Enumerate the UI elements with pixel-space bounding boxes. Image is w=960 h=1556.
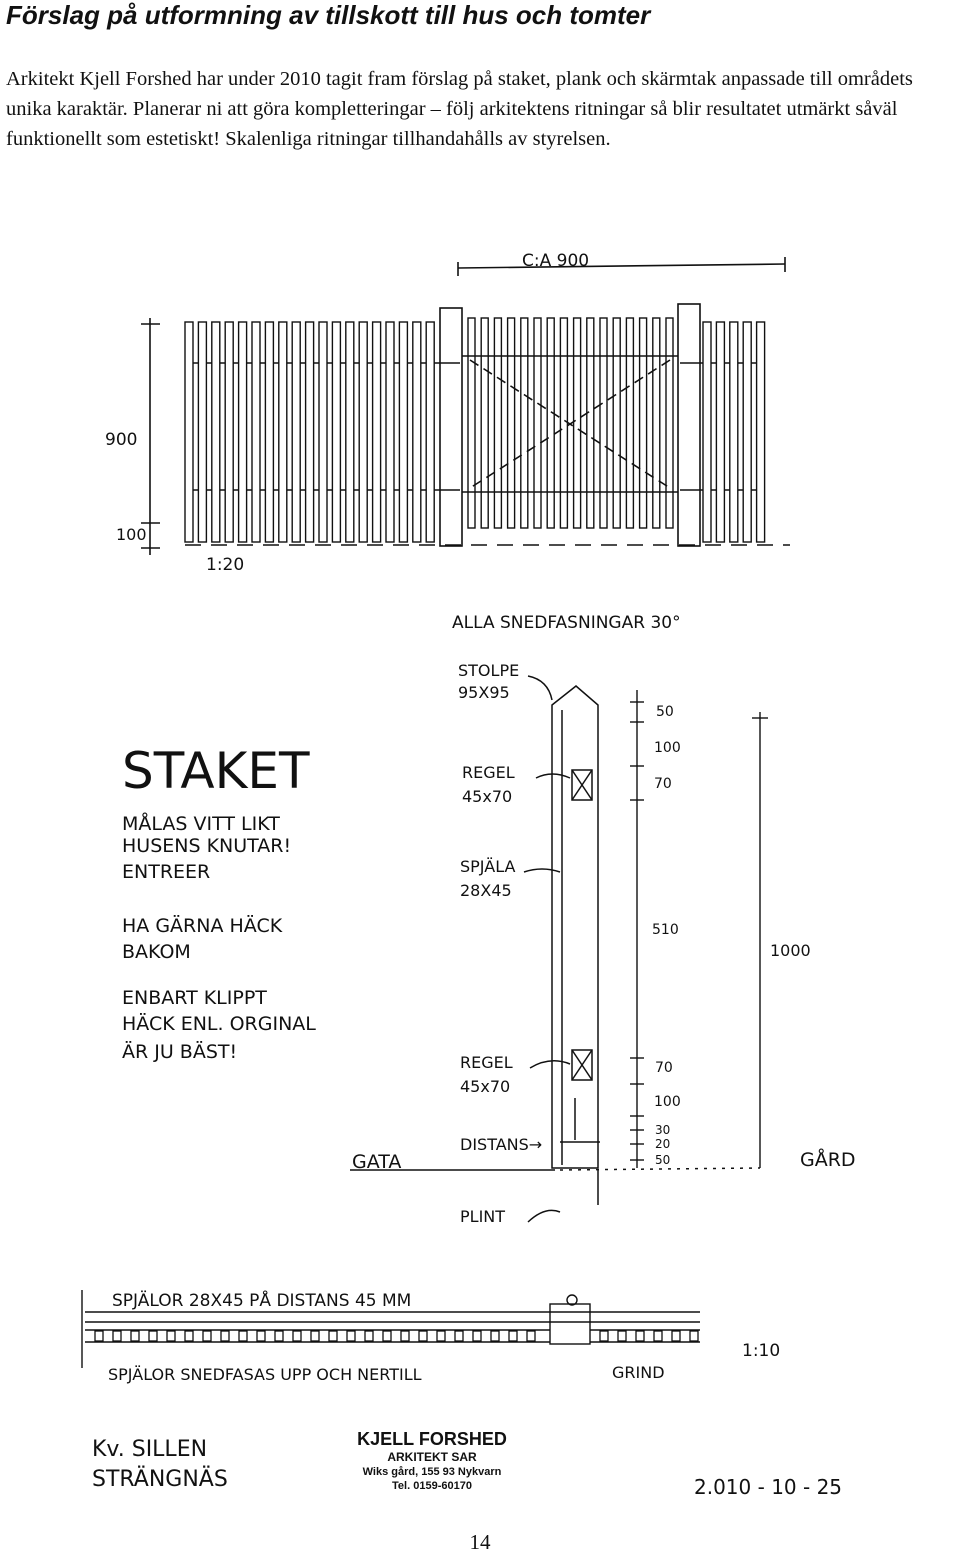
plan-picket <box>672 1331 680 1341</box>
gate-picket <box>481 318 488 528</box>
plan-picket <box>275 1331 283 1341</box>
architect-stamp <box>357 1429 507 1492</box>
gate-picket <box>626 318 633 528</box>
picket <box>399 322 407 542</box>
picket <box>426 322 434 542</box>
svg-text:ÄR JU BÄST!: ÄR JU BÄST! <box>122 1041 238 1063</box>
plan-picket <box>600 1331 608 1341</box>
picket <box>346 322 354 542</box>
picket <box>306 322 314 542</box>
plan-picket <box>491 1331 499 1341</box>
svg-text:Tel. 0159-60170: Tel. 0159-60170 <box>392 1480 472 1492</box>
svg-text:510: 510 <box>652 922 679 938</box>
page-number: 14 <box>469 1530 491 1554</box>
dimension-labels <box>652 704 811 1167</box>
svg-text:100: 100 <box>654 740 681 756</box>
svg-text:ARKITEKT SAR: ARKITEKT SAR <box>387 1450 477 1464</box>
picket <box>279 322 287 542</box>
svg-text:ENTREER: ENTREER <box>122 861 211 883</box>
plan-picket <box>383 1331 391 1341</box>
svg-text:STOLPE: STOLPE <box>458 661 520 680</box>
svg-text:STRÄNGNÄS: STRÄNGNÄS <box>92 1467 228 1492</box>
picket <box>265 322 273 542</box>
gate-picket <box>560 318 567 528</box>
gate-picket <box>613 318 620 528</box>
gate-picket <box>494 318 501 528</box>
gate-picket <box>468 318 475 528</box>
svg-text:45x70: 45x70 <box>460 1077 511 1096</box>
gate-picket <box>508 318 515 528</box>
svg-text:1000: 1000 <box>770 941 811 960</box>
plan-picket <box>455 1331 463 1341</box>
svg-text:28X45: 28X45 <box>460 881 512 900</box>
svg-text:30: 30 <box>655 1123 671 1137</box>
plan-picket <box>618 1331 626 1341</box>
elevation-base-label: 100 <box>116 525 147 544</box>
svg-text:70: 70 <box>655 1060 673 1076</box>
svg-text:Wiks gård, 155 93 Nykvarn: Wiks gård, 155 93 Nykvarn <box>362 1466 502 1478</box>
svg-text:MÅLAS VITT LIKT: MÅLAS VITT LIKT <box>122 813 280 835</box>
picket <box>319 322 327 542</box>
picket <box>757 322 765 542</box>
ground-label-yard: GÅRD <box>800 1149 856 1171</box>
svg-text:50: 50 <box>655 1153 671 1167</box>
plan-picket <box>527 1331 535 1341</box>
picket <box>743 322 751 542</box>
plan-picket <box>365 1331 373 1341</box>
elevation-width-label: C:A 900 <box>522 251 590 271</box>
gate-picket <box>653 318 660 528</box>
svg-text:100: 100 <box>654 1094 681 1110</box>
gate-picket <box>640 318 647 528</box>
picket <box>212 322 220 542</box>
drawing-date: 2.010 - 10 - 25 <box>694 1475 843 1499</box>
svg-text:KJELL FORSHED: KJELL FORSHED <box>357 1429 507 1449</box>
plan-picket <box>257 1331 265 1341</box>
plan-picket <box>347 1331 355 1341</box>
plan-picket <box>654 1331 662 1341</box>
gate-picket <box>574 318 581 528</box>
plan-picket <box>636 1331 644 1341</box>
plan-picket <box>401 1331 409 1341</box>
pickets-left <box>185 322 434 542</box>
svg-text:ENBART KLIPPT: ENBART KLIPPT <box>122 987 267 1009</box>
plan-picket <box>149 1331 157 1341</box>
project-location <box>92 1437 228 1492</box>
picket <box>413 322 421 542</box>
part-labels <box>458 661 542 1226</box>
svg-text:DISTANS→: DISTANS→ <box>460 1135 543 1154</box>
plan-picket <box>329 1331 337 1341</box>
plan-picket <box>113 1331 121 1341</box>
svg-text:SPJÄLA: SPJÄLA <box>460 857 516 876</box>
picket <box>225 322 233 542</box>
pickets-right <box>703 322 765 542</box>
plan-picket <box>131 1331 139 1341</box>
picket <box>332 322 340 542</box>
plan-picket <box>437 1331 445 1341</box>
elevation-scale: 1:20 <box>206 555 245 575</box>
ground-label-street: GATA <box>352 1151 402 1173</box>
svg-text:45x70: 45x70 <box>462 787 513 806</box>
picket <box>198 322 206 542</box>
gate-picket <box>521 318 528 528</box>
page-title: Förslag på utformning av tillskott till hus och tomter <box>6 0 651 30</box>
plan-picket <box>203 1331 211 1341</box>
svg-text:HUSENS KNUTAR!: HUSENS KNUTAR! <box>122 835 292 857</box>
svg-text:Kv. SILLEN: Kv. SILLEN <box>92 1437 208 1462</box>
svg-text:PLINT: PLINT <box>460 1207 506 1226</box>
plan-picket <box>185 1331 193 1341</box>
hedge-note <box>122 914 283 963</box>
svg-text:50: 50 <box>656 704 674 720</box>
plan-picket <box>509 1331 517 1341</box>
picket <box>386 322 394 542</box>
paint-note <box>122 812 291 883</box>
staket-title: STAKET <box>122 742 310 800</box>
picket <box>359 322 367 542</box>
intro-paragraph: Arkitekt Kjell Forshed har under 2010 tagit fram förslag på staket, plank och skärmtak anpassade till områdets unika karaktär. Planerar ni att göra kompletteringar – följ arkitektens ritningar så blir resultatet utmärkt såväl funktionellt som estetiskt! Skalenliga ritningar tillhandahålls av styrelsen. <box>6 68 913 150</box>
plan-picket <box>311 1331 319 1341</box>
picket <box>703 322 711 542</box>
plan-top-note: SPJÄLOR 28X45 PÅ DISTANS 45 MM <box>112 1291 412 1311</box>
plan-scale: 1:10 <box>742 1341 781 1361</box>
svg-text:BAKOM: BAKOM <box>122 941 191 963</box>
section-header-note: ALLA SNEDFASNINGAR 30° <box>452 613 681 633</box>
gate-picket <box>534 318 541 528</box>
gate-picket <box>666 318 673 528</box>
gate-picket <box>547 318 554 528</box>
svg-text:70: 70 <box>654 776 672 792</box>
picket <box>185 322 193 542</box>
svg-text:95X95: 95X95 <box>458 683 510 702</box>
gate-label: GRIND <box>612 1363 665 1382</box>
plan-bottom-note: SPJÄLOR SNEDFASAS UPP OCH NERTILL <box>108 1365 422 1384</box>
picket <box>730 322 738 542</box>
picket <box>292 322 300 542</box>
picket <box>239 322 247 542</box>
svg-text:HA GÄRNA HÄCK: HA GÄRNA HÄCK <box>122 915 283 937</box>
plan-picket <box>690 1331 698 1341</box>
plan-picket <box>419 1331 427 1341</box>
svg-text:REGEL: REGEL <box>460 1053 513 1072</box>
gate-picket <box>587 318 594 528</box>
fence-elevation <box>141 257 785 555</box>
plan-picket <box>293 1331 301 1341</box>
svg-text:REGEL: REGEL <box>462 763 515 782</box>
picket <box>373 322 381 542</box>
svg-text:20: 20 <box>655 1137 671 1151</box>
plan-pickets <box>95 1331 698 1341</box>
plan-picket <box>95 1331 103 1341</box>
picket <box>252 322 260 542</box>
svg-text:HÄCK ENL. ORGINAL: HÄCK ENL. ORGINAL <box>122 1013 316 1035</box>
plan-picket <box>167 1331 175 1341</box>
hedge-original-note <box>122 987 316 1063</box>
section-profile <box>350 676 760 1222</box>
plan-picket <box>239 1331 247 1341</box>
picket <box>716 322 724 542</box>
elevation-height-label: 900 <box>105 430 138 450</box>
plan-picket <box>221 1331 229 1341</box>
gate-picket <box>600 318 607 528</box>
plan-picket <box>473 1331 481 1341</box>
